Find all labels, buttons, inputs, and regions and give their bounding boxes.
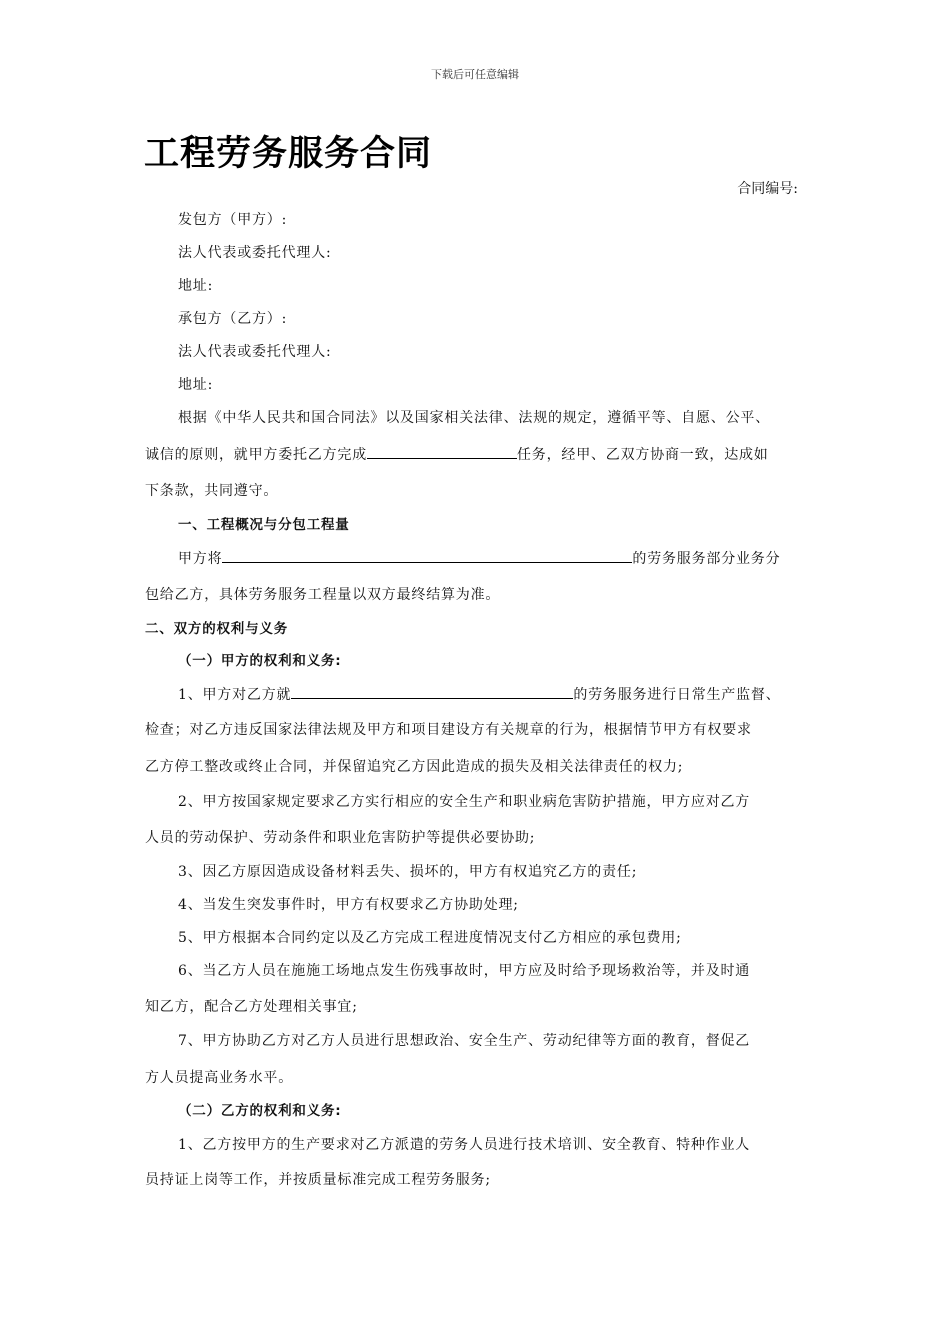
party-a-representative-label: 法人代表或委托代理人:	[178, 245, 332, 261]
contract-number-label: 合同编号:	[737, 181, 798, 197]
party-b-item-1-line-1: 1、乙方按甲方的生产要求对乙方派遣的劳务人员进行技术培训、安全教育、特种作业人	[178, 1137, 751, 1153]
subsection-party-b-heading: （二）乙方的权利和义务:	[178, 1103, 342, 1119]
party-a-item-7-line-2: 方人员提高业务水平。	[145, 1070, 293, 1086]
party-a-item-2-line-2: 人员的劳动保护、劳动条件和职业危害防护等提供必要协助;	[145, 830, 536, 846]
party-a-item-7-line-1: 7、甲方协助乙方对乙方人员进行思想政治、安全生产、劳动纪律等方面的教育，督促乙	[178, 1033, 751, 1049]
project-blank-field	[222, 548, 632, 563]
section-1-line-1-end: 的劳务服务部分业务分	[632, 551, 781, 567]
party-b-item-1-line-2: 员持证上岗等工作，并按质量标准完成工程劳务服务;	[145, 1172, 491, 1188]
section-1-line-1	[178, 548, 780, 569]
document-title: 工程劳务服务合同	[144, 134, 433, 174]
party-a-item-1-end: 的劳务服务进行日常生产监督、	[573, 687, 781, 703]
party-a-item-1-line-1	[178, 684, 781, 705]
party-b-representative-label: 法人代表或委托代理人:	[178, 344, 332, 360]
preamble-line-2	[145, 444, 769, 465]
party-a-item-5: 5、甲方根据本合同约定以及乙方完成工程进度情况支付乙方相应的承包费用;	[178, 930, 682, 946]
page-header-note: 下载后可任意编辑	[431, 68, 519, 81]
section-2-heading: 二、双方的权利与义务	[145, 621, 288, 637]
preamble-line-1: 根据《中华人民共和国合同法》以及国家相关法律、法规的规定，遵循平等、自愿、公平、	[178, 410, 770, 426]
party-a-item-2-line-1: 2、甲方按国家规定要求乙方实行相应的安全生产和职业病危害防护措施，甲方应对乙方	[178, 794, 751, 810]
party-a-item-4: 4、当发生突发事件时，甲方有权要求乙方协助处理;	[178, 897, 519, 913]
party-b-address-label: 地址:	[178, 377, 214, 393]
task-blank-field	[367, 444, 517, 459]
section-1-line-1-start: 甲方将	[178, 551, 223, 567]
preamble-line-3: 下条款，共同遵守。	[145, 483, 279, 499]
party-a-item-1-line-3: 乙方停工整改或终止合同，并保留追究乙方因此造成的损失及相关法律责任的权力;	[145, 759, 684, 775]
service-blank-field	[291, 684, 573, 699]
party-a-label: 发包方（甲方）:	[178, 212, 288, 228]
party-a-item-1-start: 1、甲方对乙方就	[178, 687, 292, 703]
preamble-line-2-start: 诚信的原则，就甲方委托乙方完成	[145, 447, 367, 463]
party-a-item-6-line-2: 知乙方，配合乙方处理相关事宜;	[145, 999, 358, 1015]
party-a-item-6-line-1: 6、当乙方人员在施施工场地点发生伤残事故时，甲方应及时给予现场救治等，并及时通	[178, 963, 751, 979]
party-a-item-1-line-2: 检查；对乙方违反国家法律法规及甲方和项目建设方有关规章的行为，根据情节甲方有权要求	[145, 722, 752, 738]
party-b-label: 承包方（乙方）:	[178, 311, 288, 327]
party-a-address-label: 地址:	[178, 278, 214, 294]
section-1-line-2: 包给乙方，具体劳务服务工程量以双方最终结算为准。	[145, 587, 501, 603]
section-1-heading: 一、工程概况与分包工程量	[178, 517, 350, 533]
preamble-line-2-end: 任务，经甲、乙双方协商一致，达成如	[517, 447, 769, 463]
subsection-party-a-heading: （一）甲方的权利和义务:	[178, 653, 342, 669]
party-a-item-3: 3、因乙方原因造成设备材料丢失、损坏的，甲方有权追究乙方的责任;	[178, 864, 638, 880]
